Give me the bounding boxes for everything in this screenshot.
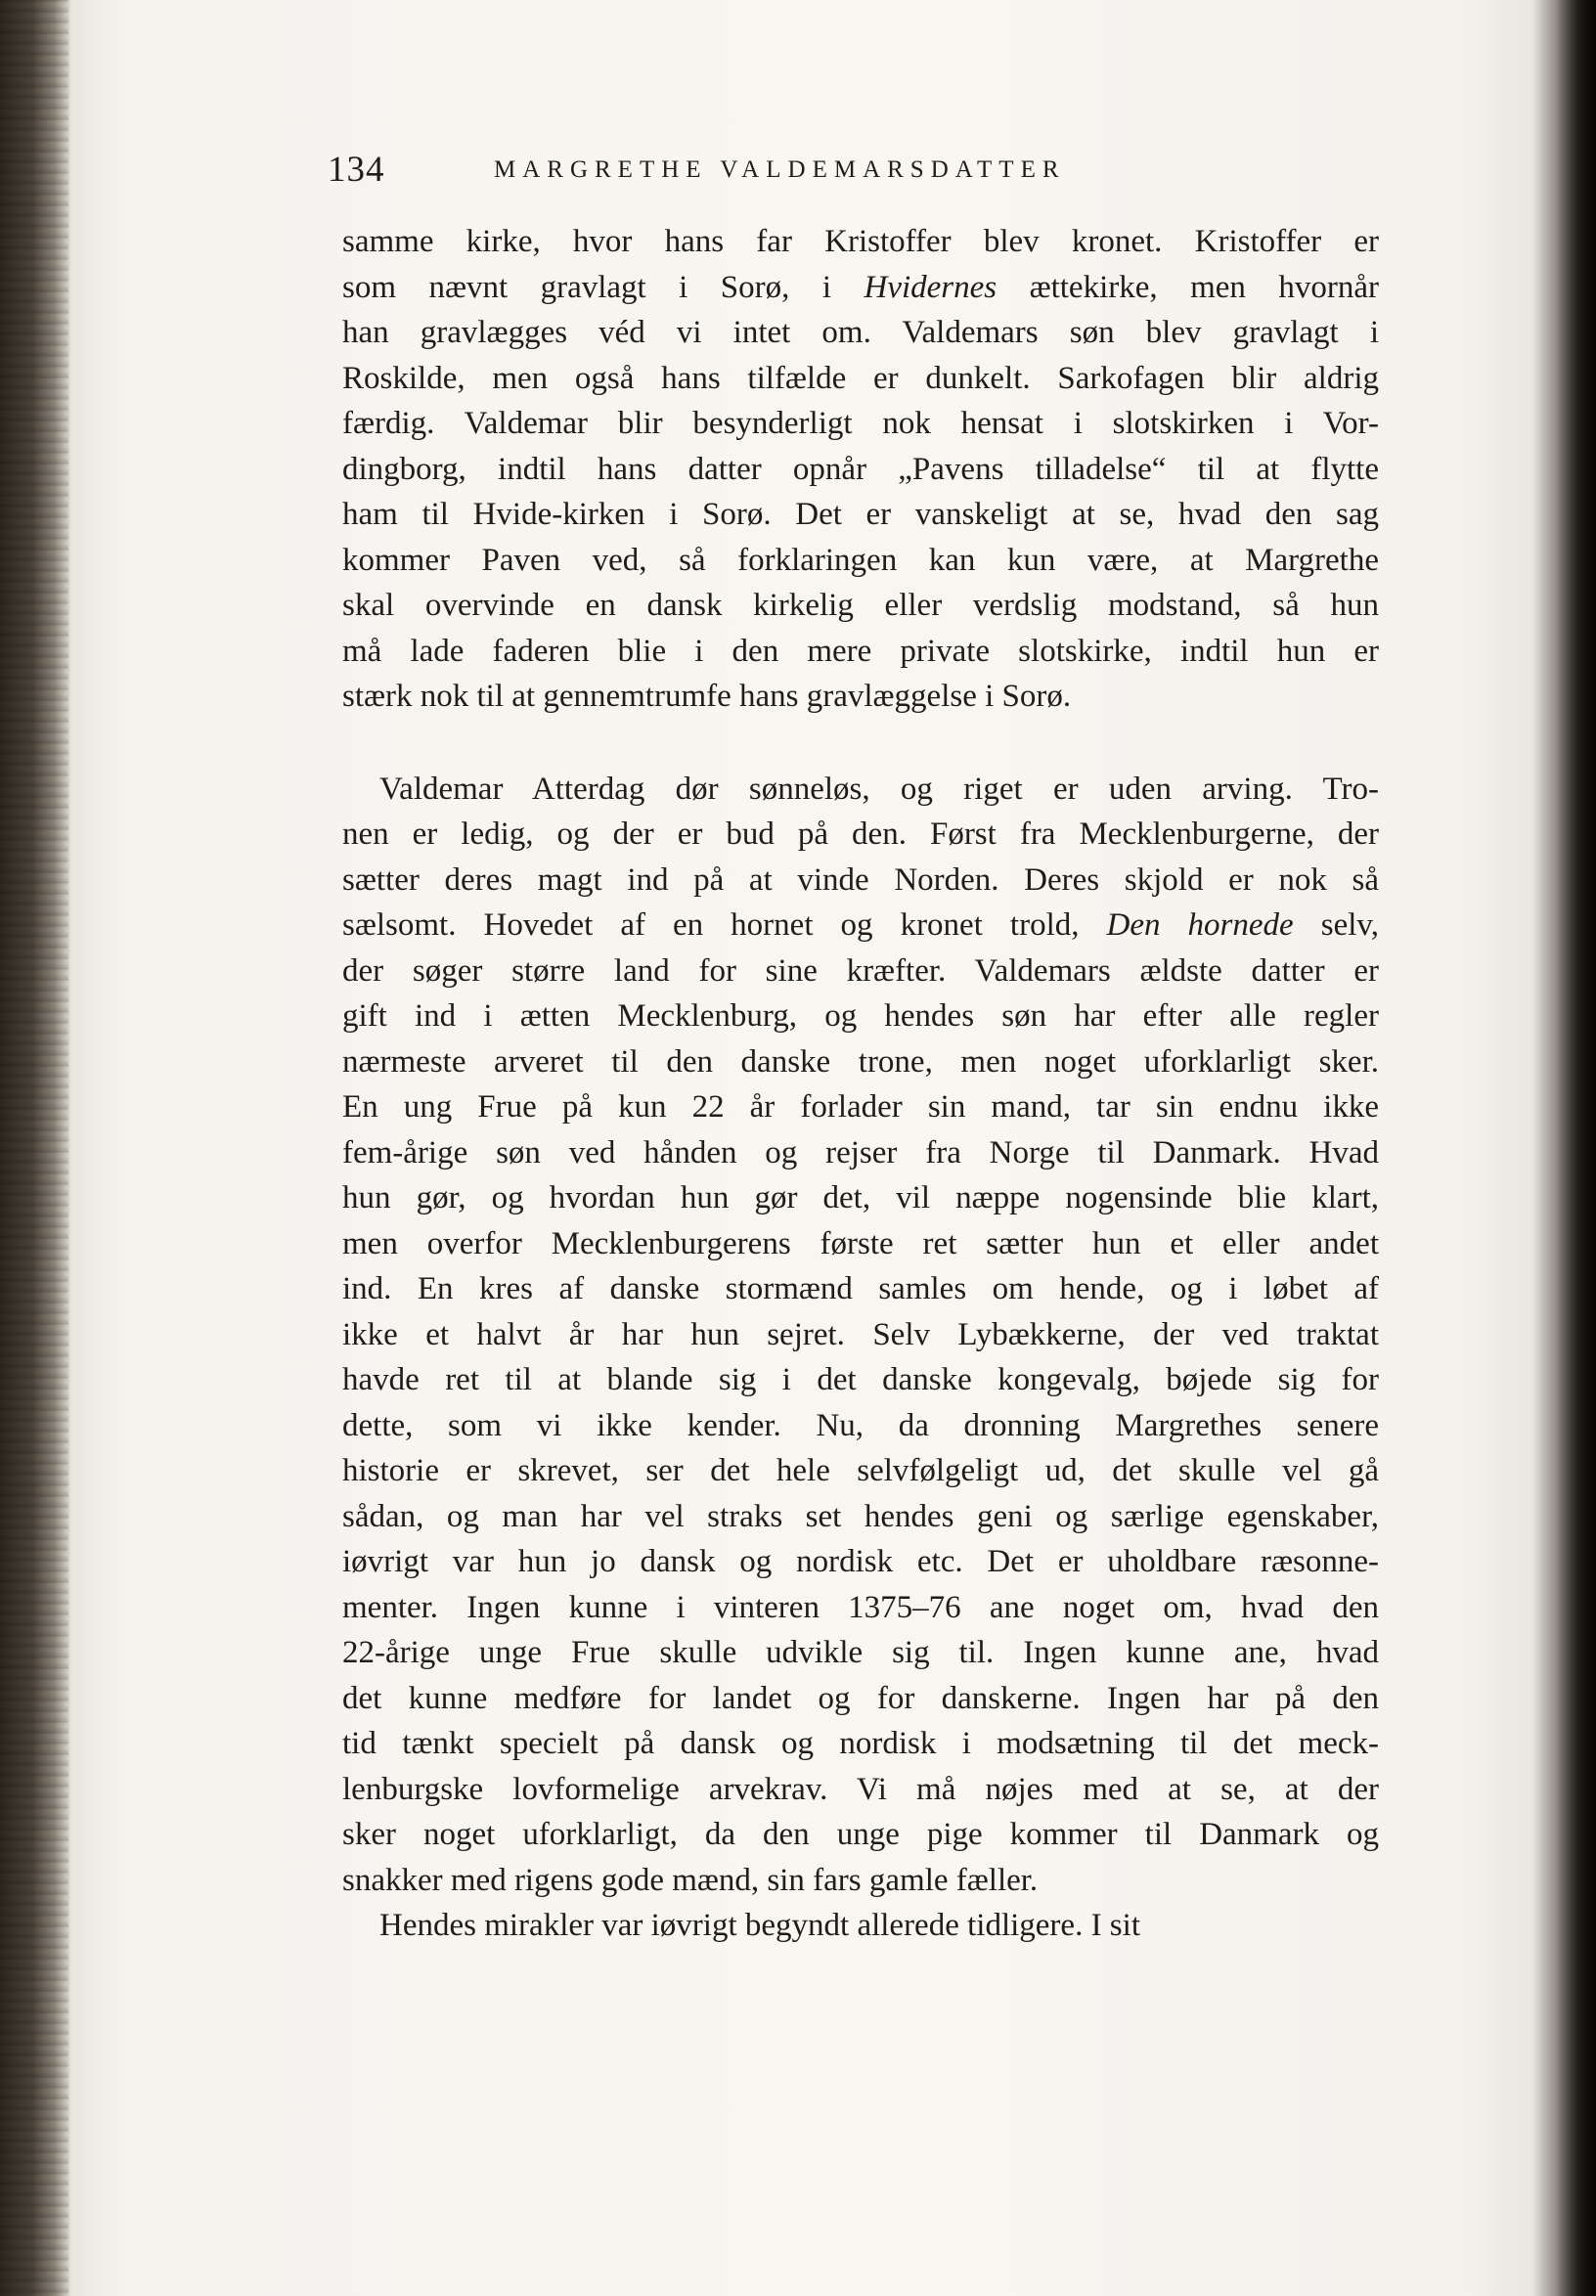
text-line: Hendes mirakler var iøvrigt begyndt allerede tidligere. I sit [379, 1908, 1140, 1943]
text-line: hun gør, og hvordan hun gør det, vil næppe nogensinde blie klart, [342, 1180, 1379, 1215]
text-line: stærk nok til at gennemtrumfe hans gravlæggelse i Sorø. [342, 679, 1072, 714]
italic-term: Hvidernes [864, 269, 998, 305]
text-line: sætter deres magt ind på at vinde Norden. Deres skjold er nok så [342, 861, 1379, 898]
text-line: historie er skrevet, ser det hele selvfølgeligt ud, det skulle vel gå [342, 1453, 1379, 1488]
text-line: En ung Frue på kun 22 år forlader sin mand, tar sin endnu ikke [342, 1089, 1379, 1125]
text-line: 22-årige unge Frue skulle udvikle sig til. Ingen kunne ane, hvad [342, 1635, 1379, 1670]
page-number: 134 [328, 150, 385, 190]
text-line: sker noget uforklarligt, da den unge pige kommer til Danmark og [342, 1817, 1379, 1852]
text-line: må lade faderen blie i den mere private slotskirke, indtil hun er [342, 633, 1379, 669]
text-line: færdig. Valdemar blir besynderligt nok hensat i slotskirken i Vor- [342, 406, 1379, 441]
text-line: gift ind i ætten Mecklenburg, og hendes søn har efter alle regler [342, 998, 1379, 1034]
text-line: samme kirke, hvor hans far Kristoffer blev kronet. Kristoffer er [342, 224, 1379, 259]
text-line: sådan, og man har vel straks set hendes geni og særlige egenskaber, [342, 1498, 1379, 1534]
running-title: MARGRETHE VALDEMARSDATTER [494, 156, 1066, 183]
text-line: men overfor Mecklenburgerens første ret sætter hun et eller andet [342, 1225, 1379, 1261]
italic-term: Den hornede [1106, 907, 1294, 943]
running-head [328, 149, 1369, 198]
text-line: ikke et halvt år har hun sejret. Selv Lybækkerne, der ved traktat [342, 1316, 1379, 1352]
text-line: der søger større land for sine kræfter. Valdemars ældste datter er [342, 952, 1379, 989]
text-line: ind. En kres af danske stormænd samles om hende, og i løbet af [342, 1271, 1379, 1306]
text-line: dingborg, indtil hans datter opnår „Pavens tilladelse“ til at flytte [342, 451, 1379, 487]
text-line: dette, som vi ikke kender. Nu, da dronning Margrethes senere [342, 1407, 1379, 1443]
paragraph [342, 767, 1379, 1904]
text-line: skal overvinde en dansk kirkelig eller verdslig modstand, så hun [342, 588, 1379, 623]
text-line: tid tænkt specielt på dansk og nordisk i modsætning til det meck- [342, 1726, 1379, 1761]
paragraph [342, 219, 1379, 720]
text-line: Valdemar Atterdag dør sønneløs, og riget er uden arving. Tro- [379, 771, 1379, 807]
text-line: menter. Ingen kunne i vinteren 1375–76 ane noget om, hvad den [342, 1589, 1379, 1625]
text-line: nærmeste arveret til den danske trone, men noget uforklarligt sker. [342, 1043, 1379, 1080]
body-text [342, 219, 1379, 1949]
text-line: Roskilde, men også hans tilfælde er dunkelt. Sarkofagen blir aldrig [342, 360, 1379, 396]
text-line: sælsomt. Hovedet af en hornet og kronet trold, Den hornede selv, [342, 907, 1379, 943]
text-line: han gravlægges véd vi intet om. Valdemars søn blev gravlagt i [342, 315, 1379, 350]
text-line: ham til Hvide-kirken i Sorø. Det er vanskeligt at se, hvad den sag [342, 497, 1379, 532]
text-line: iøvrigt var hun jo dansk og nordisk etc. Det er uholdbare ræsonne- [342, 1544, 1379, 1579]
text-line: kommer Paven ved, så forklaringen kan kun være, at Margrethe [342, 542, 1379, 578]
paragraph [342, 1903, 1379, 1949]
text-line: som nævnt gravlagt i Sorø, i Hvidernes ættekirke, men hvornår [342, 269, 1379, 305]
text-line: lenburgske lovformelige arvekrav. Vi må nøjes med at se, at der [342, 1771, 1379, 1807]
text-line: det kunne medføre for landet og for danskerne. Ingen har på den [342, 1680, 1379, 1716]
text-line: nen er ledig, og der er bud på den. Først fra Mecklenburgerne, der [342, 817, 1379, 852]
text-line: fem-årige søn ved hånden og rejser fra Norge til Danmark. Hvad [342, 1134, 1379, 1170]
section-break [342, 720, 1379, 767]
text-line: snakker med rigens gode mænd, sin fars gamle fæller. [342, 1862, 1039, 1898]
text-line: havde ret til at blande sig i det danske kongevalg, bøjede sig for [342, 1362, 1379, 1397]
